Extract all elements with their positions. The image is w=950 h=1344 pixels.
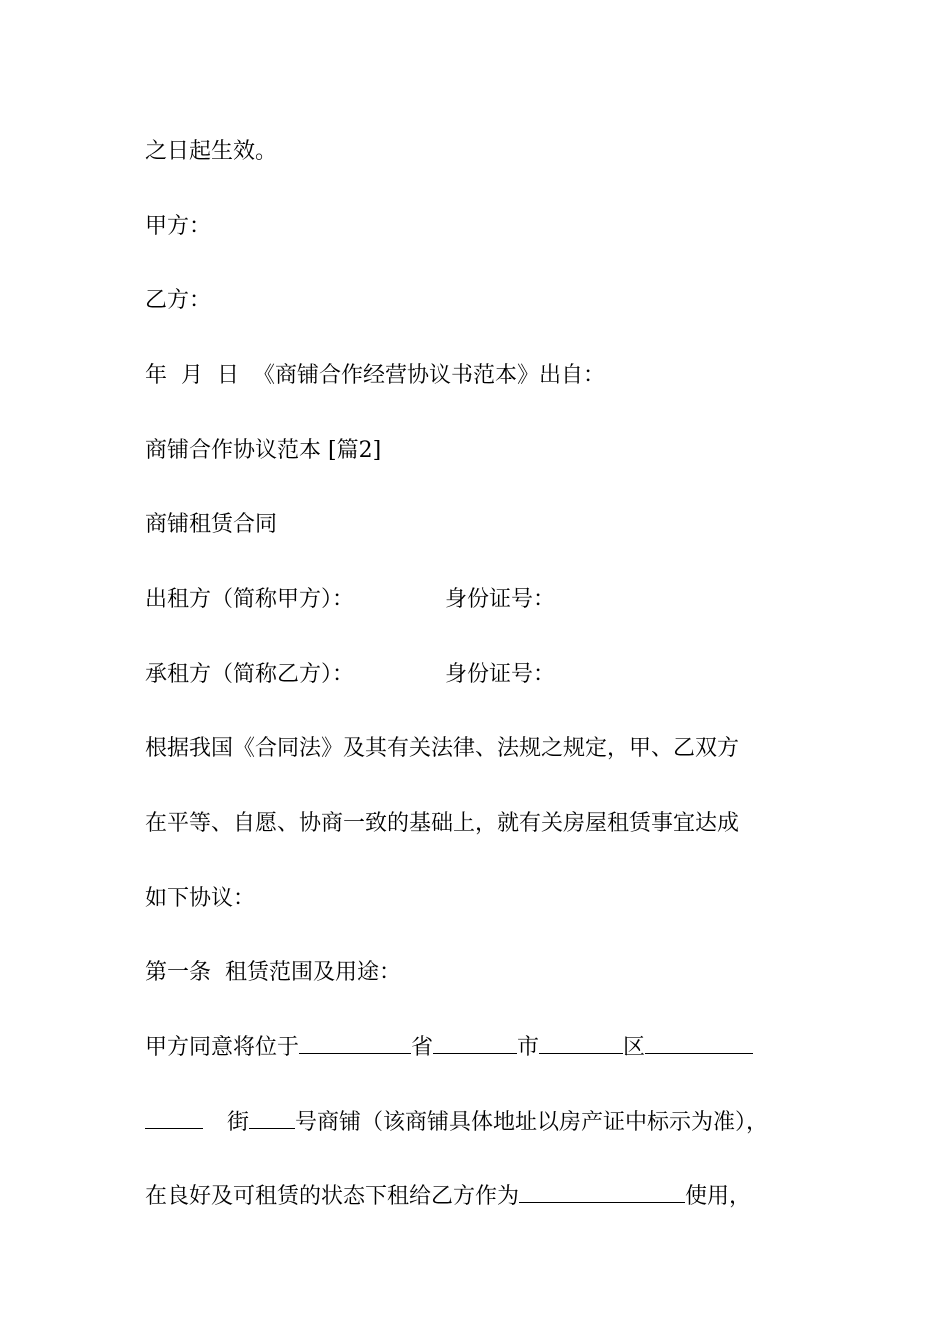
number-blank — [249, 1108, 295, 1129]
address-line-2 — [145, 1108, 768, 1138]
street-pre-blank — [145, 1108, 203, 1129]
city-label: 市 — [517, 1035, 540, 1060]
street-label: 街 — [227, 1110, 250, 1135]
usage-line — [145, 1182, 751, 1212]
address-prefix: 甲方同意将位于 — [145, 1035, 300, 1060]
paragraph-line-2: 在平等、自愿、协商一致的基础上，就有关房屋租赁事宜达成 — [145, 811, 740, 836]
address-line-1 — [145, 1033, 753, 1063]
paragraph-line-1: 根据我国《合同法》及其有关法律、法规之规定，甲、乙双方 — [145, 736, 740, 761]
lessor-label: 出租方（简称甲方）： — [145, 587, 355, 612]
lessor-id-label: 身份证号： — [445, 587, 556, 612]
province-label: 省 — [411, 1035, 434, 1060]
text-line-party-a: 甲方： — [145, 214, 212, 239]
shop-number-text: 号商铺（该商铺具体地址以房产证中标示为准）， — [295, 1110, 769, 1135]
section-title: 商铺合作协议范本 [篇2] — [145, 438, 382, 463]
lessee-id-label: 身份证号： — [445, 662, 556, 687]
paragraph-line-3: 如下协议： — [145, 886, 256, 911]
district-blank — [539, 1033, 623, 1054]
usage-blank — [519, 1182, 685, 1203]
city-blank — [433, 1033, 517, 1054]
district-label: 区 — [623, 1035, 646, 1060]
text-line-effective: 之日起生效。 — [145, 139, 278, 164]
district-tail-blank — [645, 1033, 753, 1054]
usage-prefix: 在良好及可租赁的状态下租给乙方作为 — [145, 1184, 520, 1209]
text-line-party-b: 乙方： — [145, 288, 212, 313]
text-line-date-source: 年 月 日 《商铺合作经营协议书范本》出自： — [145, 363, 605, 388]
province-blank — [299, 1033, 411, 1054]
usage-suffix: 使用， — [685, 1184, 752, 1209]
lessee-label: 承租方（简称乙方）： — [145, 662, 355, 687]
contract-title: 商铺租赁合同 — [145, 512, 278, 537]
article-one-title: 第一条 租赁范围及用途： — [145, 960, 401, 985]
